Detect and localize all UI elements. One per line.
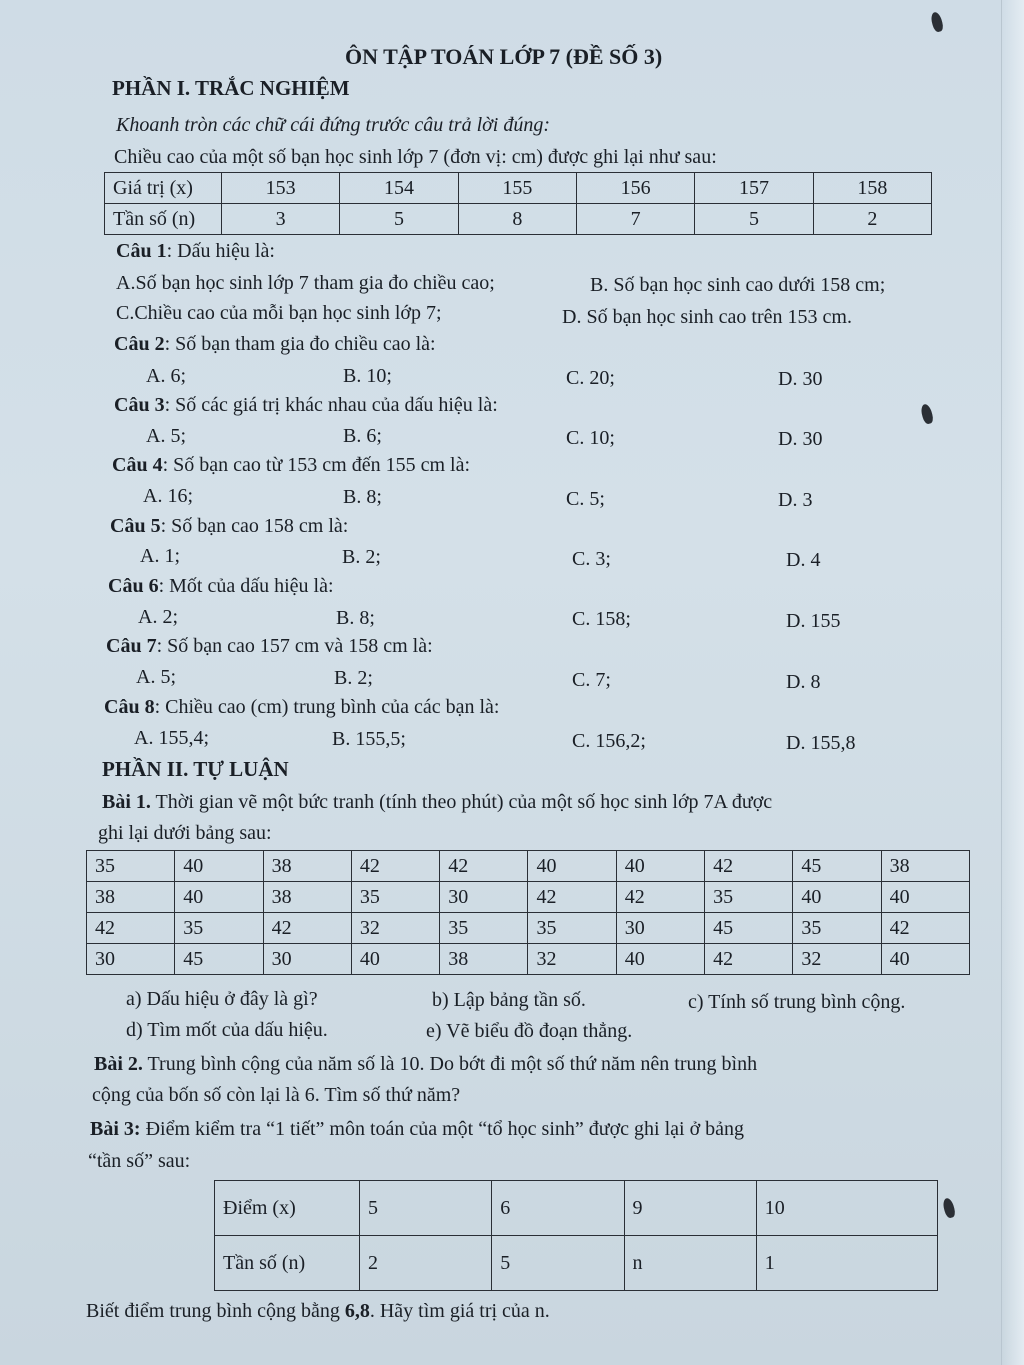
question-label: Câu 3 — [114, 394, 165, 416]
bai1-part-d: d) Tìm mốt của dấu hiệu. — [126, 1019, 328, 1041]
table-row — [87, 913, 970, 944]
table-cell: 32 — [351, 913, 439, 944]
question-7 — [106, 635, 433, 658]
q8-option-c: C. 156,2; — [572, 730, 646, 752]
q7-option-c: C. 7; — [572, 669, 611, 691]
table-cell: 42 — [528, 882, 616, 913]
ink-mark — [930, 11, 945, 33]
table-cell: 42 — [351, 851, 439, 882]
table-row — [105, 204, 932, 235]
table-cell: 1 — [756, 1236, 937, 1291]
bai3-final-line — [86, 1300, 550, 1323]
bai1-line2: ghi lại dưới bảng sau: — [98, 822, 272, 844]
q4-option-d: D. 3 — [778, 489, 813, 511]
question-6 — [108, 575, 334, 598]
q3-option-b: B. 6; — [343, 425, 382, 447]
table-cell: 42 — [705, 851, 793, 882]
question-text: : Số bạn tham gia đo chiều cao là: — [164, 333, 436, 355]
q3-option-d: D. 30 — [778, 428, 823, 450]
q4-option-b: B. 8; — [343, 486, 382, 508]
table-cell: 40 — [881, 944, 969, 975]
question-text: : Số bạn cao từ 153 cm đến 155 cm là: — [162, 454, 471, 476]
drawing-time-table — [86, 850, 970, 975]
ink-mark — [920, 403, 935, 425]
question-text: : Dấu hiệu là: — [166, 240, 275, 262]
table-cell: 10 — [756, 1181, 937, 1236]
q7-option-d: D. 8 — [786, 671, 821, 693]
q1-option-a: A.Số bạn học sinh lớp 7 tham gia đo chiều cao; — [116, 272, 495, 294]
question-1 — [116, 240, 275, 263]
table-row — [215, 1181, 938, 1236]
height-frequency-table — [104, 172, 932, 235]
table-row — [105, 173, 932, 204]
bai1-part-a: a) Dấu hiệu ở đây là gì? — [126, 988, 318, 1010]
table-cell: 42 — [440, 851, 528, 882]
question-label: Câu 8 — [104, 696, 155, 718]
table-cell: 38 — [263, 882, 351, 913]
question-label: Câu 1 — [116, 240, 167, 262]
table-cell: 38 — [440, 944, 528, 975]
table-cell: 32 — [793, 944, 881, 975]
bai1-part-b: b) Lập bảng tần số. — [432, 989, 586, 1011]
table-cell: 35 — [440, 913, 528, 944]
table-cell: 45 — [793, 851, 881, 882]
table-cell: 30 — [263, 944, 351, 975]
question-text: : Số bạn cao 157 cm và 158 cm là: — [156, 635, 433, 657]
table-cell: 155 — [458, 173, 576, 204]
table-cell: 40 — [616, 851, 704, 882]
q8-option-a: A. 155,4; — [134, 727, 209, 749]
table-cell: 35 — [705, 882, 793, 913]
table-cell: 30 — [616, 913, 704, 944]
q5-option-c: C. 3; — [572, 548, 611, 570]
table-cell: 38 — [263, 851, 351, 882]
question-label: Câu 5 — [110, 515, 161, 537]
exercise-text: Thời gian vẽ một bức tranh (tính theo phút) của một số học sinh lớp 7A được — [150, 791, 773, 813]
q1-option-b: B. Số bạn học sinh cao dưới 158 cm; — [590, 274, 886, 296]
final-value: 6,8 — [344, 1300, 370, 1322]
q5-option-b: B. 2; — [342, 546, 381, 568]
table-cell: 7 — [576, 204, 694, 235]
page-title: ÔN TẬP TOÁN LỚP 7 (ĐỀ SỐ 3) — [345, 44, 663, 69]
table-row — [215, 1236, 938, 1291]
table-cell: 5 — [360, 1181, 492, 1236]
table-cell: 35 — [351, 882, 439, 913]
table-cell: 9 — [624, 1181, 756, 1236]
q6-option-c: C. 158; — [572, 608, 631, 630]
question-text: : Số bạn cao 158 cm là: — [160, 515, 349, 537]
part1-heading: PHẦN I. TRẮC NGHIỆM — [112, 76, 350, 100]
bai1-part-c: c) Tính số trung bình cộng. — [688, 991, 906, 1013]
table-cell: Tần số (n) — [105, 204, 222, 235]
question-3 — [114, 394, 498, 417]
exercise-label: Bài 1. — [102, 791, 151, 813]
final-text-post: . Hãy tìm giá trị của n. — [369, 1300, 550, 1322]
table-cell: 30 — [87, 944, 175, 975]
table-cell: 40 — [528, 851, 616, 882]
table-cell: 32 — [528, 944, 616, 975]
question-label: Câu 7 — [106, 635, 157, 657]
table-cell: Điểm (x) — [215, 1181, 360, 1236]
part1-instruction: Khoanh tròn các chữ cái đứng trước câu trả lời đúng: — [116, 114, 551, 136]
table-cell: Giá trị (x) — [105, 173, 222, 204]
table-cell: 40 — [793, 882, 881, 913]
table-cell: Tần số (n) — [215, 1236, 360, 1291]
table-cell: n — [624, 1236, 756, 1291]
q8-option-d: D. 155,8 — [786, 732, 856, 754]
bai1-part-e: e) Vẽ biểu đồ đoạn thẳng. — [426, 1020, 633, 1042]
question-4 — [112, 454, 470, 477]
table-cell: 40 — [351, 944, 439, 975]
q2-option-b: B. 10; — [343, 365, 392, 387]
table-cell: 5 — [492, 1236, 624, 1291]
question-label: Câu 2 — [114, 333, 165, 355]
question-text: : Mốt của dấu hiệu là: — [158, 575, 334, 597]
table-cell: 5 — [695, 204, 813, 235]
exercise-label: Bài 2. — [94, 1053, 143, 1075]
table-cell: 40 — [881, 882, 969, 913]
table-cell: 35 — [528, 913, 616, 944]
table-cell: 30 — [440, 882, 528, 913]
question-text: : Chiều cao (cm) trung bình của các bạn là: — [154, 696, 500, 718]
question-text: : Số các giá trị khác nhau của dấu hiệu là: — [164, 394, 498, 416]
exercise-label: Bài 3: — [90, 1118, 141, 1140]
table-cell: 35 — [175, 913, 263, 944]
table-cell: 157 — [695, 173, 813, 204]
table-cell: 42 — [87, 913, 175, 944]
exercise-text: Điểm kiểm tra “1 tiết” môn toán của một “tổ học sinh” được ghi lại ở bảng — [140, 1118, 745, 1140]
q6-option-a: A. 2; — [138, 606, 178, 628]
q6-option-b: B. 8; — [336, 607, 375, 629]
table-cell: 38 — [881, 851, 969, 882]
question-8 — [104, 696, 499, 719]
table-cell: 42 — [616, 882, 704, 913]
question-label: Câu 4 — [112, 454, 163, 476]
q3-option-a: A. 5; — [146, 425, 186, 447]
bai1-line1 — [102, 791, 772, 814]
ink-mark — [942, 1197, 957, 1219]
table-cell: 35 — [793, 913, 881, 944]
q7-option-b: B. 2; — [334, 667, 373, 689]
q5-option-d: D. 4 — [786, 549, 821, 571]
q7-option-a: A. 5; — [136, 666, 176, 688]
table-cell: 5 — [340, 204, 458, 235]
table-cell: 2 — [360, 1236, 492, 1291]
table-cell: 40 — [175, 882, 263, 913]
q4-option-c: C. 5; — [566, 488, 605, 510]
score-frequency-table — [214, 1180, 938, 1291]
q8-option-b: B. 155,5; — [332, 728, 406, 750]
q2-option-a: A. 6; — [146, 365, 186, 387]
q1-option-d: D. Số bạn học sinh cao trên 153 cm. — [562, 306, 852, 328]
table-row — [87, 944, 970, 975]
table-cell: 3 — [222, 204, 340, 235]
q4-option-a: A. 16; — [143, 485, 193, 507]
q5-option-a: A. 1; — [140, 545, 180, 567]
table-cell: 40 — [175, 851, 263, 882]
bai3-line2: “tần số” sau: — [88, 1150, 191, 1172]
part2-heading: PHẦN II. TỰ LUẬN — [102, 757, 289, 781]
table-row — [87, 851, 970, 882]
bai2-line1 — [94, 1053, 757, 1076]
table-cell: 38 — [87, 882, 175, 913]
table-cell: 154 — [340, 173, 458, 204]
question-5 — [110, 515, 348, 538]
final-text-pre: Biết điểm trung bình cộng bằng — [86, 1300, 345, 1322]
table-row — [87, 882, 970, 913]
table-cell: 45 — [175, 944, 263, 975]
q1-option-c: C.Chiều cao của mỗi bạn học sinh lớp 7; — [116, 302, 442, 324]
table-cell: 40 — [616, 944, 704, 975]
q6-option-d: D. 155 — [786, 610, 841, 632]
exercise-text: Trung bình cộng của năm số là 10. Do bớt đi một số thứ năm nên trung bình — [142, 1053, 758, 1075]
table-cell: 2 — [813, 204, 931, 235]
q2-option-d: D. 30 — [778, 368, 823, 390]
part1-intro: Chiều cao của một số bạn học sinh lớp 7 (đơn vị: cm) được ghi lại như sau: — [114, 146, 717, 168]
bai2-line2: cộng của bốn số còn lại là 6. Tìm số thứ năm? — [92, 1084, 461, 1106]
table-cell: 35 — [87, 851, 175, 882]
table-cell: 6 — [492, 1181, 624, 1236]
paper-edge — [1001, 0, 1024, 1365]
table-cell: 42 — [263, 913, 351, 944]
bai3-line1 — [90, 1118, 744, 1141]
question-label: Câu 6 — [108, 575, 159, 597]
table-cell: 45 — [705, 913, 793, 944]
q3-option-c: C. 10; — [566, 427, 615, 449]
table-cell: 158 — [813, 173, 931, 204]
question-2 — [114, 333, 436, 356]
table-cell: 8 — [458, 204, 576, 235]
table-cell: 42 — [881, 913, 969, 944]
table-cell: 153 — [222, 173, 340, 204]
q2-option-c: C. 20; — [566, 367, 615, 389]
table-cell: 42 — [705, 944, 793, 975]
table-cell: 156 — [576, 173, 694, 204]
